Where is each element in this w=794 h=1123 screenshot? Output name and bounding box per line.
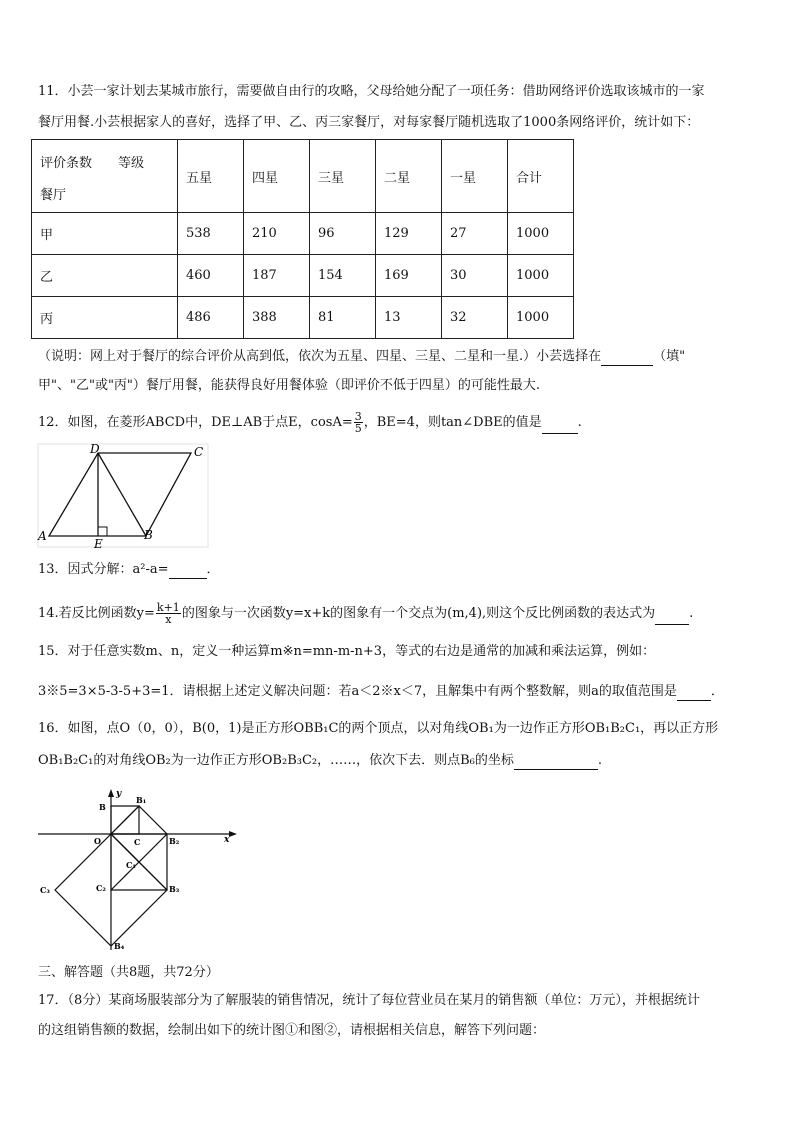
q15-line2 <box>38 683 724 701</box>
table-row <box>32 213 574 255</box>
table-cell: 30 <box>442 255 508 297</box>
right-angle-mark <box>98 527 107 536</box>
table-cell: 538 <box>178 213 244 255</box>
diagonal-ob1 <box>111 806 139 834</box>
table-cell: 388 <box>244 297 310 339</box>
square-spiral-figure <box>36 786 246 952</box>
diagonal-db <box>98 453 146 536</box>
fraction-numerator: 3 <box>354 410 362 423</box>
table-header-cell: 五星 <box>178 140 244 213</box>
label-x: x <box>224 835 230 845</box>
q11-line2: 餐厅用餐.小芸根据家人的喜好，选择了甲、乙、丙三家餐厅，对每家餐厅随机选取了1000条网络评价，统计如下： <box>38 115 700 130</box>
section-title: 三、解答题（共8题，共72分） <box>38 965 219 980</box>
label-c2: C₂ <box>96 883 106 893</box>
table-row <box>32 297 574 339</box>
label-c1: C₁ <box>126 860 136 870</box>
q12-after: ，BE=4，则tan∠DBE的值是 <box>363 415 542 430</box>
fraction-denominator: x <box>165 613 172 626</box>
table-header-row <box>32 140 574 213</box>
answer-blank[interactable] <box>169 564 207 579</box>
answer-blank[interactable] <box>601 351 653 366</box>
table-cell: 96 <box>310 213 376 255</box>
label-c: C <box>194 445 204 459</box>
q15-end: ． <box>710 684 724 699</box>
table-header-cell: 一星 <box>442 140 508 213</box>
x-axis-arrow <box>229 831 237 837</box>
label-b1: B₁ <box>136 795 147 805</box>
corner-label-top: 评价条数 等级 <box>40 156 145 171</box>
ratings-table <box>31 139 574 339</box>
answer-blank[interactable] <box>542 419 578 434</box>
q13-before: 13．因式分解：a²-a= <box>38 562 169 577</box>
table-cell: 154 <box>310 255 376 297</box>
label-d: D <box>90 442 100 456</box>
table-row <box>32 255 574 297</box>
table-cell: 32 <box>442 297 508 339</box>
cos-fraction <box>354 411 363 434</box>
label-b: B <box>99 802 106 812</box>
q16-line2-text: OB₁B₂C₁的对角线OB₂为一边作正方形OB₂B₃C₂，……，依次下去．则点B₆的坐标 <box>38 753 514 768</box>
q12-end: . <box>577 415 582 430</box>
table-cell: 27 <box>442 213 508 255</box>
q12-text <box>38 411 582 434</box>
y-axis-arrow <box>108 789 114 797</box>
table-cell: 1000 <box>508 213 574 255</box>
q14-end: . <box>689 606 694 621</box>
table-cell: 169 <box>376 255 442 297</box>
q13-text <box>38 561 220 579</box>
q11-note-line2: 甲"、"乙"或"丙"）餐厅用餐，能获得良好用餐体验（即评价不低于四星）的可能性最大. <box>38 378 541 393</box>
table-cell: 210 <box>244 213 310 255</box>
label-y: y <box>116 789 122 799</box>
q11-note-end: （填" <box>653 349 686 364</box>
table-cell: 1000 <box>508 297 574 339</box>
table-cell: 81 <box>310 297 376 339</box>
table-cell: 129 <box>376 213 442 255</box>
q16-end: . <box>597 753 603 768</box>
q14-before: 14.若反比例函数y= <box>38 606 155 621</box>
table-row-label: 乙 <box>32 255 178 297</box>
q14-text <box>38 602 693 625</box>
table-header-cell: 二星 <box>376 140 442 213</box>
answer-blank[interactable] <box>514 755 598 770</box>
q11-note-line1 <box>38 348 685 366</box>
fraction-denominator: 5 <box>354 422 362 435</box>
table-cell: 460 <box>178 255 244 297</box>
function-fraction <box>156 602 181 625</box>
table-header-cell: 四星 <box>244 140 310 213</box>
label-c3: C₃ <box>40 885 50 895</box>
q15-line1: 15．对于任意实数m、n，定义一种运算m※n=mn-m-n+3，等式的右边是通常的加减和乘法运算，例如： <box>38 644 656 659</box>
q14-after: 的图象与一次函数y=x+k的图象有一个交点为(m,4),则这个反比例函数的表达式为 <box>181 606 656 621</box>
label-b3: B₃ <box>169 884 180 894</box>
table-cell: 486 <box>178 297 244 339</box>
table-row-label: 丙 <box>32 297 178 339</box>
q17-line2: 的这组销售额的数据，绘制出如下的统计图①和图②，请根据相关信息，解答下列问题： <box>38 1023 546 1038</box>
q11-line1: 11．小芸一家计划去某城市旅行，需要做自由行的攻略，父母给她分配了一项任务：借助网络评价选取该城市的一家 <box>38 84 705 99</box>
q17-line1: 17．（8分）某商场服装部分为了解服装的销售情况，统计了每位营业员在某月的销售额（单位：万元），并根据统计 <box>38 993 700 1008</box>
table-corner-cell <box>32 140 178 213</box>
q16-line1: 16．如图，点O（0，0），B(0，1)是正方形OBB₁C的两个顶点，以对角线OB₁为一边作正方形OB₁B₂C₁，再以正方形 <box>38 721 719 736</box>
q16-line2 <box>38 752 602 770</box>
table-header-cell: 合计 <box>508 140 574 213</box>
label-b2: B₂ <box>169 836 180 846</box>
corner-label-bottom: 餐厅 <box>40 188 67 203</box>
q11-note-text: （说明：网上对于餐厅的综合评价从高到低，依次为五星、四星、三星、二星和一星.）小芸选择在 <box>38 349 602 364</box>
q12-before: 12．如图，在菱形ABCD中，DE⊥AB于点E，cosA= <box>38 415 353 430</box>
fraction-numerator: k+1 <box>156 601 180 614</box>
table-cell: 187 <box>244 255 310 297</box>
label-o: O <box>94 836 101 846</box>
rhombus-figure <box>36 442 211 550</box>
answer-blank[interactable] <box>677 686 711 701</box>
label-b4: B₄ <box>114 941 125 951</box>
label-a: A <box>38 529 47 543</box>
label-c: C <box>134 837 141 847</box>
answer-blank[interactable] <box>655 610 689 625</box>
table-cell: 13 <box>376 297 442 339</box>
q15-line2-text: 3※5=3×5-3-5+3=1．请根据上述定义解决问题：若a＜2※x＜7，且解集中有两个整数解，则a的取值范围是 <box>38 684 677 699</box>
q13-end: ． <box>206 562 220 577</box>
table-header-cell: 三星 <box>310 140 376 213</box>
label-b: B <box>144 528 153 542</box>
rhombus-abcd <box>49 453 191 536</box>
table-row-label: 甲 <box>32 213 178 255</box>
table-cell: 1000 <box>508 255 574 297</box>
label-e: E <box>94 537 103 550</box>
